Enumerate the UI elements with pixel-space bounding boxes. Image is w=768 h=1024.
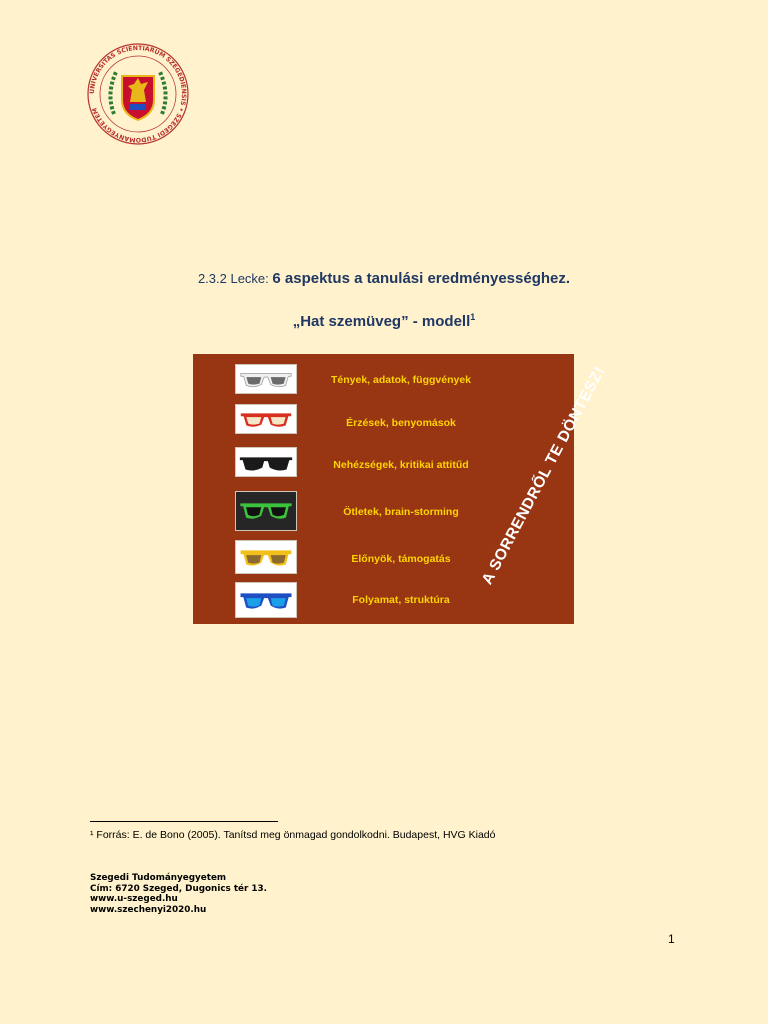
glasses-label-red: Érzések, benyomások <box>346 417 456 429</box>
footer-university: Szegedi Tudományegyetem <box>90 873 227 883</box>
blue-glasses-icon <box>235 582 297 618</box>
footnote-text: ¹ Forrás: E. de Bono (2005). Tanítsd meg önmagad gondolkodni. Budapest, HVG Kiadó <box>90 829 496 841</box>
six-glasses-figure <box>193 354 609 624</box>
glasses-label-white: Tények, adatok, függvények <box>330 374 472 386</box>
glasses-label-yellow: Előnyök, támogatás <box>351 553 451 565</box>
yellow-glasses-icon <box>235 540 297 574</box>
white-glasses-icon <box>235 364 297 394</box>
university-seal <box>86 42 190 146</box>
page-number: 1 <box>668 932 675 946</box>
green-glasses-icon <box>235 491 297 531</box>
red-glasses-icon <box>235 404 297 434</box>
black-glasses-icon <box>235 447 297 477</box>
footer-address-line: Cím: 6720 Szeged, Dugonics tér 13. <box>90 883 268 894</box>
lesson-heading <box>0 270 768 287</box>
svg-text:UNIVERSITAS SCIENTIARUM SZEGED: UNIVERSITAS SCIENTIARUM SZEGEDIENSIS • SZEGEDI TUDOMÁNYEGYETEM <box>88 44 188 144</box>
lesson-prefix: 2.3.2 Lecke: <box>197 271 273 286</box>
footer-address <box>90 873 267 915</box>
glasses-label-black: Nehézségek, kritikai attitűd <box>333 459 469 471</box>
footnote-separator <box>90 821 278 822</box>
model-subtitle <box>0 312 768 330</box>
glasses-label-blue: Folyamat, struktúra <box>352 594 450 606</box>
footer-szechenyi-link[interactable]: www.szechenyi2020.hu <box>90 904 207 915</box>
lesson-title: 6 aspektus a tanulási eredményességhez. <box>272 270 571 287</box>
footer-website-link[interactable]: www.u-szeged.hu <box>90 894 178 904</box>
subtitle-text: „Hat szemüveg” - modell <box>292 313 471 330</box>
footnote-mark: 1 <box>470 312 476 322</box>
glasses-label-green: Ötletek, brain-storming <box>343 506 459 518</box>
order-slogan: A SORRENDRŐL TE DÖNTESZ! <box>478 363 609 588</box>
